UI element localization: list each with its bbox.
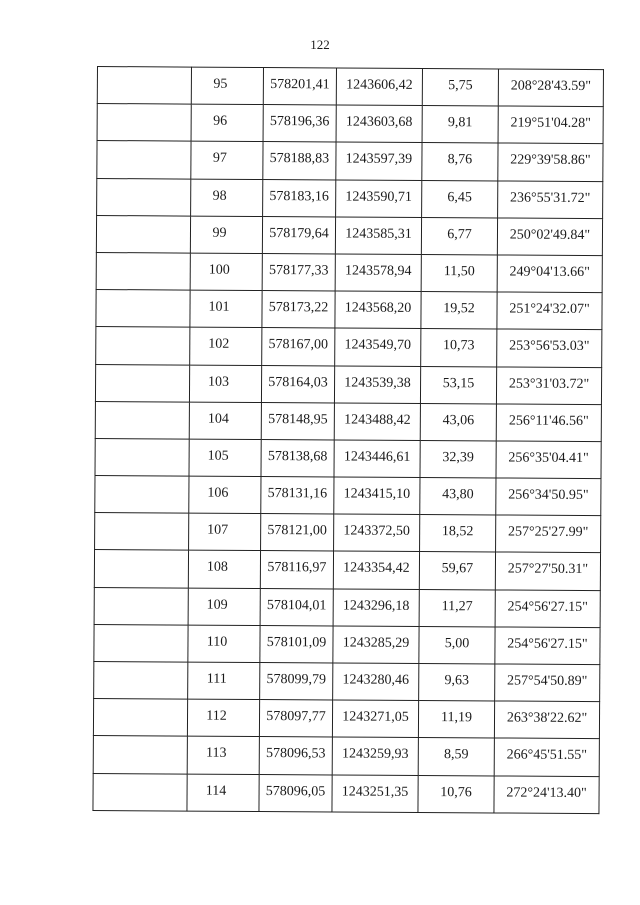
direction-angle-cell (497, 218, 602, 256)
segment-length-cell-value: 43,06 (442, 412, 475, 428)
segment-length-cell (420, 478, 496, 516)
direction-angle-cell (497, 292, 602, 330)
point-number-cell (190, 216, 262, 254)
table-row (97, 67, 603, 107)
direction-angle-cell-value: 257°54'50.89" (507, 673, 588, 690)
y-coordinate-cell (333, 589, 419, 627)
table-row (95, 401, 601, 441)
point-number-cell (191, 179, 263, 217)
x-coordinate-cell-value: 578179,64 (269, 225, 329, 242)
empty-cell (93, 773, 187, 811)
y-coordinate-cell-value: 1243568,20 (344, 300, 412, 317)
table-row (96, 290, 602, 330)
table-row (95, 476, 601, 516)
direction-angle-cell (494, 701, 599, 739)
x-coordinate-cell-value: 578097,77 (266, 709, 326, 725)
direction-angle-cell (498, 69, 603, 107)
direction-angle-cell-value: 219°51'04.28" (510, 115, 591, 132)
segment-length-cell-value: 11,50 (443, 264, 475, 280)
point-number-cell (189, 513, 261, 551)
y-coordinate-cell-value: 1243259,93 (342, 746, 409, 763)
x-coordinate-cell (262, 216, 335, 254)
x-coordinate-cell-value: 578131,16 (267, 486, 328, 502)
empty-cell (94, 661, 188, 699)
segment-length-cell-value: 43,80 (442, 487, 474, 503)
segment-length-cell-value: 32,39 (442, 449, 474, 466)
empty-cell (97, 104, 191, 142)
point-number-cell-value: 114 (205, 783, 227, 799)
empty-cell (95, 438, 189, 476)
segment-length-cell (420, 515, 496, 553)
point-number-cell (189, 402, 261, 440)
table-row (93, 736, 599, 776)
table-row (94, 661, 600, 701)
segment-length-cell-value: 11,19 (440, 710, 473, 726)
x-coordinate-cell (259, 774, 332, 812)
point-number-cell-value: 113 (206, 746, 227, 762)
point-number-cell-value: 104 (207, 411, 229, 427)
empty-cell (94, 550, 188, 588)
y-coordinate-cell-value: 1243549,70 (344, 337, 412, 354)
empty-cell (95, 401, 189, 439)
direction-angle-cell-value: 251°24'32.07" (509, 301, 590, 318)
y-coordinate-cell (334, 403, 420, 441)
direction-angle-cell (495, 590, 600, 628)
y-coordinate-cell-value: 1243603,68 (345, 114, 413, 131)
point-number-cell (187, 699, 259, 737)
x-coordinate-cell (263, 142, 336, 180)
y-coordinate-cell-value: 1243446,61 (343, 449, 411, 465)
point-number-cell (191, 141, 263, 179)
segment-length-cell (418, 775, 494, 813)
y-coordinate-cell-value: 1243578,94 (344, 263, 412, 279)
table-row (97, 178, 603, 218)
x-coordinate-cell (263, 179, 336, 217)
empty-cell (95, 513, 189, 551)
x-coordinate-cell-value: 578101,09 (266, 634, 327, 651)
segment-length-cell-value: 9,81 (447, 115, 473, 131)
y-coordinate-cell-value: 1243597,39 (345, 151, 413, 168)
direction-angle-cell (496, 366, 601, 404)
y-coordinate-cell (335, 254, 421, 292)
x-coordinate-cell-value: 578196,36 (269, 114, 330, 130)
x-coordinate-cell (259, 737, 332, 775)
x-coordinate-cell-value: 578188,83 (269, 151, 330, 167)
x-coordinate-cell (263, 68, 336, 106)
direction-angle-cell (495, 664, 600, 702)
table-row (97, 104, 603, 144)
direction-angle-cell-value: 208°28'43.59" (510, 78, 592, 95)
point-number-cell-value: 102 (208, 336, 230, 353)
empty-cell (94, 624, 188, 662)
segment-length-cell-value: 53,15 (442, 375, 475, 391)
y-coordinate-cell-value: 1243606,42 (346, 77, 413, 93)
y-coordinate-cell-value: 1243539,38 (344, 375, 411, 391)
direction-angle-cell-value: 253°31'03.72" (508, 376, 590, 392)
table-row (95, 513, 601, 553)
segment-length-cell (419, 589, 495, 627)
point-number-cell (188, 588, 260, 626)
point-number-cell-value: 107 (207, 522, 229, 539)
point-number-cell-value: 100 (208, 262, 230, 278)
y-coordinate-cell (334, 514, 420, 552)
direction-angle-cell (495, 627, 600, 665)
x-coordinate-cell-value: 578201,41 (270, 77, 330, 93)
point-number-cell (190, 290, 262, 328)
segment-length-cell (419, 552, 495, 590)
segment-length-cell-value: 10,76 (440, 784, 472, 800)
x-coordinate-cell-value: 578099,79 (266, 672, 327, 688)
y-coordinate-cell (333, 663, 419, 701)
segment-length-cell (422, 143, 498, 181)
direction-angle-cell-value: 249°04'13.66" (509, 264, 590, 280)
segment-length-cell (422, 68, 498, 106)
x-coordinate-cell-value: 578173,22 (268, 300, 329, 316)
point-number-cell-value: 112 (206, 708, 227, 724)
empty-cell (95, 476, 189, 514)
y-coordinate-cell (335, 217, 421, 255)
table-body (93, 67, 604, 814)
x-coordinate-cell (260, 663, 333, 701)
table-row (95, 438, 601, 478)
y-coordinate-cell-value: 1243372,50 (343, 523, 410, 540)
y-coordinate-cell-value: 1243415,10 (343, 486, 411, 502)
point-number-cell-value: 105 (207, 448, 229, 464)
table-row (97, 141, 603, 181)
empty-cell (97, 141, 191, 179)
coordinates-table (92, 66, 604, 814)
direction-angle-cell (496, 515, 601, 553)
point-number-cell (190, 253, 262, 291)
direction-angle-cell (498, 143, 603, 181)
empty-cell (94, 587, 188, 625)
direction-angle-cell-value: 229°39'58.86" (510, 152, 591, 169)
direction-angle-cell-value: 254°56'27.15" (507, 636, 588, 652)
direction-angle-cell-value: 256°35'04.41" (508, 450, 589, 466)
point-number-cell (190, 327, 262, 365)
segment-length-cell-value: 18,52 (441, 524, 474, 540)
segment-length-cell (420, 403, 496, 441)
y-coordinate-cell-value: 1243585,31 (345, 226, 412, 242)
x-coordinate-cell (259, 700, 332, 738)
segment-length-cell-value: 6,45 (447, 189, 473, 205)
x-coordinate-cell (262, 328, 335, 366)
x-coordinate-cell-value: 578096,05 (265, 783, 326, 799)
x-coordinate-cell (261, 477, 334, 515)
point-number-cell (191, 67, 263, 105)
point-number-cell (187, 736, 259, 774)
direction-angle-cell-value: 266°45'51.55" (506, 747, 588, 764)
point-number-cell (187, 774, 259, 812)
point-number-cell (188, 625, 260, 663)
direction-angle-cell-value: 236°55'31.72" (509, 190, 591, 206)
segment-length-cell (421, 254, 497, 292)
x-coordinate-cell-value: 578148,95 (268, 411, 328, 428)
x-coordinate-cell (261, 439, 334, 477)
direction-angle-cell-value: 256°34'50.95" (508, 487, 589, 504)
segment-length-cell-value: 8,76 (447, 152, 473, 168)
segment-length-cell (420, 366, 496, 404)
y-coordinate-cell-value: 1243285,29 (342, 635, 410, 651)
segment-length-cell (419, 663, 495, 701)
direction-angle-cell-value: 272°24'13.40" (506, 785, 587, 801)
point-number-cell-value: 106 (207, 485, 229, 501)
direction-angle-cell (496, 478, 601, 516)
x-coordinate-cell-value: 578096,53 (266, 746, 326, 762)
empty-cell (95, 364, 189, 402)
y-coordinate-cell (334, 365, 420, 403)
segment-length-cell (421, 329, 497, 367)
x-coordinate-cell-value: 578121,00 (267, 523, 327, 539)
y-coordinate-cell (336, 68, 422, 106)
direction-angle-cell (498, 181, 603, 219)
table-row (93, 773, 599, 813)
y-coordinate-cell-value: 1243488,42 (344, 412, 411, 428)
point-number-cell (189, 476, 261, 514)
point-number-cell (189, 439, 261, 477)
segment-length-cell (419, 626, 495, 664)
segment-length-cell-value: 59,67 (441, 561, 474, 577)
y-coordinate-cell (335, 291, 421, 329)
empty-cell (97, 67, 191, 105)
segment-length-cell (418, 701, 494, 739)
point-number-cell-value: 109 (206, 597, 228, 613)
point-number-cell-value: 95 (213, 76, 228, 92)
x-coordinate-cell-value: 578104,01 (266, 597, 327, 614)
y-coordinate-cell-value: 1243590,71 (345, 189, 413, 205)
segment-length-cell-value: 10,73 (443, 338, 475, 354)
table-row (94, 587, 600, 627)
point-number-cell (188, 662, 260, 700)
table-row (96, 327, 602, 367)
direction-angle-cell-value: 254°56'27.15" (507, 599, 588, 615)
y-coordinate-cell-value: 1243271,05 (342, 709, 409, 726)
direction-angle-cell (497, 329, 602, 367)
direction-angle-cell-value: 250°02'49.84" (509, 227, 591, 243)
empty-cell (96, 290, 190, 328)
point-number-cell-value: 96 (213, 113, 228, 129)
y-coordinate-cell (332, 700, 418, 738)
segment-length-cell (418, 738, 494, 776)
y-coordinate-cell (334, 440, 420, 478)
y-coordinate-cell (333, 551, 419, 589)
segment-length-cell-value: 6,77 (447, 226, 472, 243)
table-row (94, 550, 600, 590)
x-coordinate-cell (261, 402, 334, 440)
direction-angle-cell (498, 106, 603, 144)
y-coordinate-cell-value: 1243296,18 (342, 598, 410, 614)
empty-cell (96, 215, 190, 253)
point-number-cell (189, 365, 261, 403)
table-row (95, 364, 601, 404)
segment-length-cell (422, 180, 498, 218)
table-row (96, 215, 602, 255)
direction-angle-cell (496, 404, 601, 442)
x-coordinate-cell (262, 291, 335, 329)
point-number-cell-value: 97 (212, 151, 227, 167)
segment-length-cell-value: 9,63 (444, 673, 470, 689)
x-coordinate-cell-value: 578164,03 (268, 374, 328, 390)
segment-length-cell-value: 5,75 (448, 78, 473, 94)
point-number-cell-value: 110 (206, 634, 228, 650)
direction-angle-cell (495, 552, 600, 590)
x-coordinate-cell (261, 365, 334, 403)
direction-angle-cell-value: 257°27'50.31" (507, 561, 589, 578)
x-coordinate-cell (263, 105, 336, 143)
y-coordinate-cell (336, 142, 422, 180)
segment-length-cell-value: 5,00 (444, 635, 470, 652)
point-number-cell (188, 551, 260, 589)
empty-cell (96, 327, 190, 365)
segment-length-cell (422, 106, 498, 144)
x-coordinate-cell (261, 514, 334, 552)
empty-cell (97, 178, 191, 216)
x-coordinate-cell (260, 551, 333, 589)
point-number-cell-value: 103 (208, 374, 230, 390)
direction-angle-cell-value: 257°25'27.99" (507, 524, 589, 541)
y-coordinate-cell (333, 626, 419, 664)
table-row (94, 624, 600, 664)
table-row (93, 699, 599, 739)
point-number-cell-value: 101 (208, 299, 230, 315)
direction-angle-cell-value: 256°11'46.56" (508, 413, 589, 429)
point-number-cell-value: 108 (206, 560, 228, 576)
direction-angle-cell (494, 738, 599, 776)
y-coordinate-cell (332, 737, 418, 775)
x-coordinate-cell (262, 253, 335, 291)
y-coordinate-cell (336, 105, 422, 143)
empty-cell (96, 252, 190, 290)
direction-angle-cell-value: 263°38'22.62" (506, 710, 588, 727)
x-coordinate-cell (260, 625, 333, 663)
segment-length-cell (421, 217, 497, 255)
y-coordinate-cell (336, 180, 422, 218)
segment-length-cell (421, 292, 497, 330)
coordinates-table-container (92, 66, 597, 814)
segment-length-cell-value: 11,27 (441, 598, 473, 614)
x-coordinate-cell (260, 588, 333, 626)
table-row (96, 252, 602, 292)
empty-cell (93, 699, 187, 737)
x-coordinate-cell-value: 578138,68 (267, 448, 328, 465)
x-coordinate-cell-value: 578183,16 (269, 188, 330, 204)
direction-angle-cell (496, 441, 601, 479)
direction-angle-cell-value: 253°56'53.03" (509, 338, 590, 355)
point-number-cell-value: 99 (212, 225, 227, 241)
empty-cell (93, 736, 187, 774)
x-coordinate-cell-value: 578167,00 (268, 337, 329, 353)
page-number: 122 (310, 37, 330, 52)
y-coordinate-cell (335, 328, 421, 366)
y-coordinate-cell (334, 477, 420, 515)
y-coordinate-cell-value: 1243354,42 (343, 560, 410, 577)
point-number-cell (191, 104, 263, 142)
x-coordinate-cell-value: 578177,33 (268, 262, 329, 279)
y-coordinate-cell-value: 1243280,46 (342, 672, 410, 688)
segment-length-cell-value: 8,59 (444, 747, 469, 763)
direction-angle-cell (497, 255, 602, 293)
y-coordinate-cell (332, 775, 418, 813)
y-coordinate-cell-value: 1243251,35 (341, 784, 409, 800)
segment-length-cell (420, 440, 496, 478)
direction-angle-cell (494, 776, 599, 814)
point-number-cell-value: 98 (212, 188, 227, 204)
segment-length-cell-value: 19,52 (443, 301, 475, 317)
point-number-cell-value: 111 (206, 671, 227, 687)
x-coordinate-cell-value: 578116,97 (267, 560, 327, 576)
